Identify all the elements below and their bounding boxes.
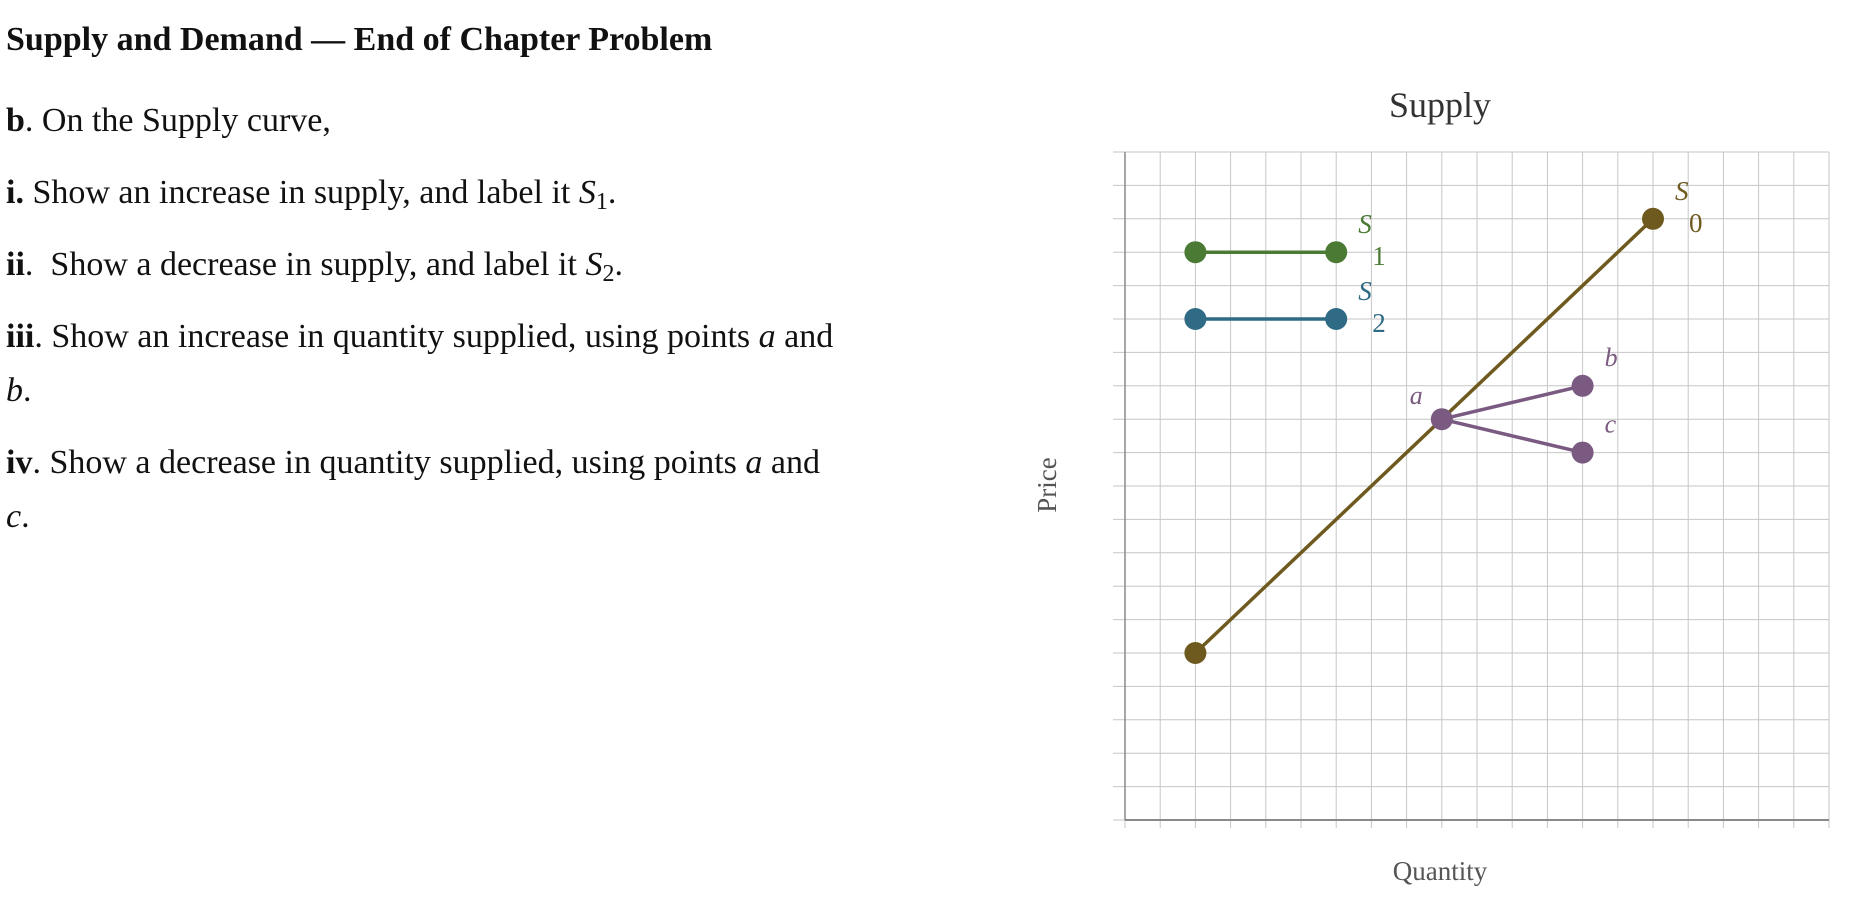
supply-chart-container [1000,70,1872,902]
question-i-end: . [607,174,617,211]
point-c [1572,442,1594,464]
question-ii [6,238,906,292]
supply-chart [1000,70,1872,902]
point-label-a: a [1409,381,1423,411]
point-a [1431,408,1453,430]
series-point-s2 [1325,308,1347,330]
question-iv-point-c: c [6,498,22,535]
question-ii-symbol: S [585,246,603,283]
series-point-s2 [1184,308,1206,330]
series-label-s0: S [1675,175,1689,206]
question-iv [6,436,906,544]
series-line-s0 [1195,219,1653,653]
series-point-s0 [1184,642,1206,664]
chart-points [1410,343,1618,464]
question-i [6,166,906,220]
question-ii-text: . Show a decrease in supply, and label it [24,246,586,283]
question-b [6,94,906,148]
question-b-label: b [6,102,25,139]
series-label-sub-s2: 2 [1372,308,1386,338]
question-i-text: Show an increase in supply, and label it [23,174,579,211]
series-point-s1 [1325,241,1347,263]
question-panel [6,18,906,562]
question-iii-label: iii [6,318,35,355]
chart-title: Supply [1388,85,1492,125]
series-point-s1 [1184,241,1206,263]
question-iii-point-b: b [6,372,23,409]
series-point-s0 [1642,208,1664,230]
question-i-symbol: S [578,174,596,211]
question-iv-end: . [21,498,30,535]
question-iv-text: . Show a decrease in quantity supplied, using points [32,444,746,481]
point-b [1572,375,1594,397]
question-ii-label: ii [6,246,25,283]
question-i-sub: 1 [595,189,608,215]
page-title: Supply and Demand — End of Chapter Problem [6,21,713,58]
point-label-c: c [1604,409,1617,439]
series-label-s1: S [1358,209,1372,240]
question-ii-end: . [614,246,623,283]
question-i-label: i. [6,174,24,211]
question-iii-and: and [775,318,834,355]
series-label-sub-s0: 0 [1689,207,1703,238]
x-axis-label: Quantity [1392,856,1488,886]
question-iii-point-a: a [758,318,776,355]
question-iv-and: and [762,444,821,481]
y-axis-label: Price [1032,457,1062,513]
question-iii-end: . [23,372,32,409]
question-iv-point-a: a [745,444,763,481]
question-iv-label: iv [6,444,33,481]
question-iii-text: . Show an increase in quantity supplied, using points [34,318,759,355]
question-ii-sub: 2 [602,261,615,287]
question-iii [6,310,906,418]
point-label-b: b [1604,342,1618,372]
question-b-text: . On the Supply curve, [24,102,331,139]
series-label-s2: S [1358,276,1372,306]
series-label-sub-s1: 1 [1372,241,1386,272]
